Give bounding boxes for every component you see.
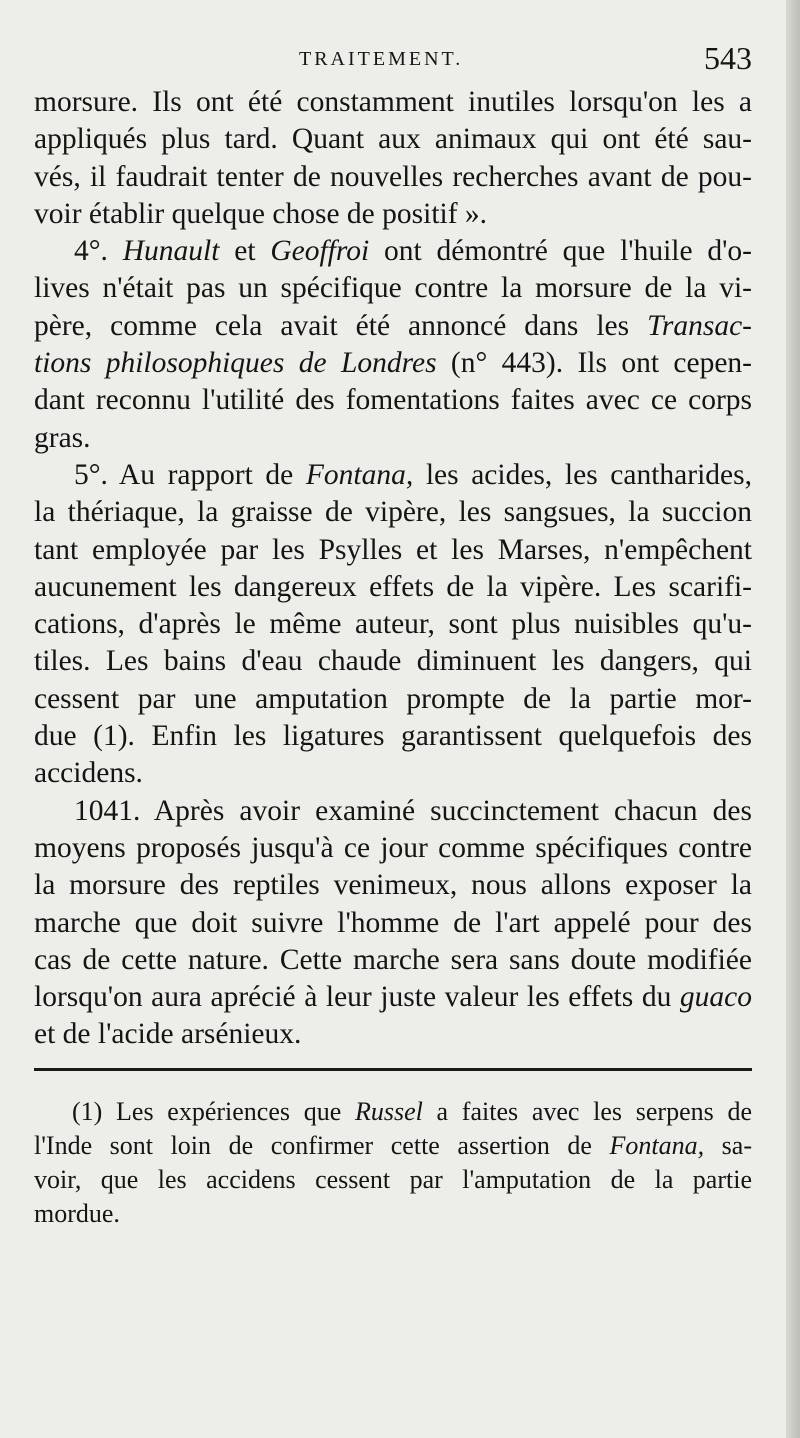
text-fragment: (1) Les expériences que — [72, 1097, 355, 1126]
text-line: tant employée par les Psylles et les Marses, n'empêchent — [34, 533, 752, 566]
text-fragment: et — [219, 235, 271, 268]
text-fragment: ont démontré que l'huile d'o- — [369, 235, 753, 268]
text-fragment: les acides, les cantharides, — [413, 458, 752, 491]
paragraph-4 — [34, 793, 752, 1054]
footnote-line: voir, que les accidens cessent par l'amputation de la partie — [34, 1165, 752, 1194]
text-line: appliqués plus tard. Quant aux animaux qui ont été sau- — [34, 123, 752, 156]
text-line: gras. — [34, 421, 91, 454]
work-title: tions philosophiques de Londres — [34, 347, 437, 380]
text-fragment: (n° 443). Ils ont cepen- — [436, 347, 752, 380]
text-line — [34, 233, 752, 270]
text-line: vés, il faudrait tenter de nouvelles recherches avant de pou- — [34, 160, 752, 193]
footnote — [34, 1095, 752, 1231]
text-line: aucunement les dangereux effets de la vipère. Les scarifi- — [34, 570, 752, 603]
text-fragment: père, comme cela avait été annoncé dans les — [34, 309, 648, 342]
text-fragment: 5°. Au rapport de — [74, 458, 306, 491]
text-line: cations, d'après le même auteur, sont plus nuisibles qu'u- — [34, 608, 752, 641]
text-line: tiles. Les bains d'eau chaude diminuent les dangers, qui — [34, 645, 752, 678]
text-line: due (1). Enfin les ligatures garantissent quelquefois des — [34, 720, 752, 753]
text-fragment: l'Inde sont loin de confirmer cette assertion de — [34, 1131, 610, 1160]
footnote-line — [34, 1129, 752, 1163]
paragraph-3 — [34, 457, 752, 793]
text-line — [34, 345, 752, 382]
text-line: la thériaque, la graisse de vipère, les sangsues, la succion — [34, 496, 752, 529]
text-line — [34, 457, 752, 494]
author-name: Russel — [354, 1097, 423, 1126]
text-line: lives n'était pas un spécifique contre la morsure de la vi- — [34, 272, 752, 305]
text-line: cas de cette nature. Cette marche sera sans doute modifiée — [34, 943, 752, 976]
text-line: moyens proposés jusqu'à ce jour comme spécifiques contre — [34, 831, 752, 864]
work-title: Transac- — [647, 309, 752, 342]
author-name: Fontana, — [609, 1131, 705, 1160]
text-line: marche que doit suivre l'homme de l'art appelé pour des — [34, 906, 752, 939]
text-fragment: a faites avec les serpens de — [422, 1097, 752, 1126]
running-title: TRAITEMENT. — [299, 48, 464, 70]
author-name: Hunault — [122, 235, 220, 268]
footnote-rule — [34, 1068, 752, 1071]
italic-term: guaco — [679, 981, 752, 1014]
author-name: Geoffroi — [270, 235, 370, 268]
text-line: voir établir quelque chose de positif ». — [34, 197, 488, 230]
main-text — [34, 84, 752, 1054]
text-line — [34, 979, 752, 1016]
text-line: dant reconnu l'utilité des fomentations faites avec ce corps — [34, 384, 752, 417]
text-line: accidens. — [34, 757, 143, 790]
text-line: cessent par une amputation prompte de la partie mor- — [34, 682, 752, 715]
text-line — [34, 308, 752, 345]
text-line: morsure. Ils ont été constamment inutiles lorsqu'on les a — [34, 86, 752, 118]
footnote-line — [34, 1095, 752, 1129]
text-fragment: lorsqu'on aura aprécié à leur juste valeur les effets du — [34, 981, 680, 1014]
text-line: et de l'acide arsénieux. — [34, 1018, 302, 1051]
footnote-line: mordue. — [34, 1199, 120, 1228]
paragraph-1 — [34, 84, 752, 233]
running-header — [34, 40, 752, 80]
paragraph-2 — [34, 233, 752, 457]
text-fragment: sa- — [704, 1131, 752, 1160]
page-number: 543 — [704, 40, 752, 76]
text-line: 1041. Après avoir examiné succinctement chacun des — [74, 794, 752, 827]
text-line: la morsure des reptiles venimeux, nous allons exposer la — [34, 869, 752, 902]
author-name: Fontana, — [305, 458, 414, 491]
section-number: 4°. — [74, 235, 108, 268]
page-edge — [786, 0, 800, 1438]
